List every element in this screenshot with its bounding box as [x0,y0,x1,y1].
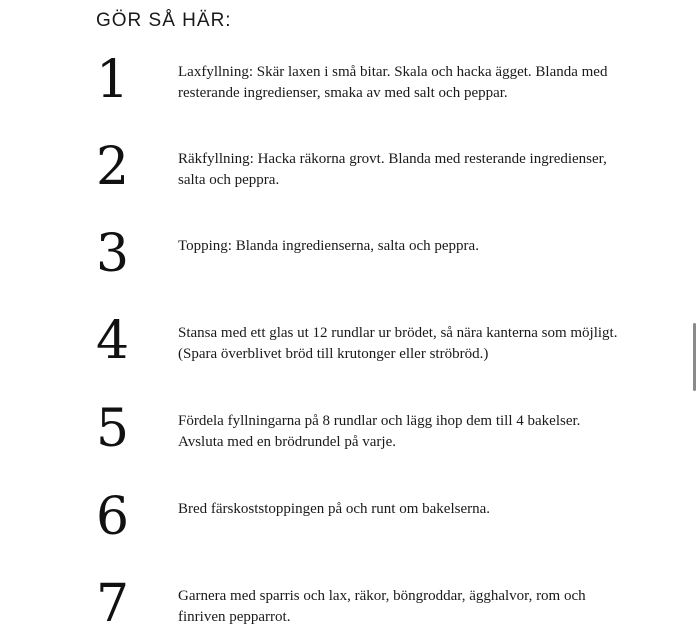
step-number: 4 [96,311,130,371]
step-number: 2 [96,137,130,197]
step-number: 3 [96,224,130,284]
step-text: Laxfyllning: Skär laxen i små bitar. Skala och hacka ägget. Blanda med resterande ingredienser, smaka av med salt och peppar. [178,64,608,101]
step-number: 5 [96,399,130,459]
step-text: Stansa med ett glas ut 12 rundlar ur brödet, så nära kanterna som möjligt. (Spara överblivet bröd till krutonger eller ströbröd.) [178,325,618,362]
step-number: 6 [96,487,130,547]
step-text: Räkfyllning: Hacka räkorna grovt. Blanda med resterande ingredienser, salta och peppra. [178,151,607,188]
step-text: Topping: Blanda ingredienserna, salta och peppra. [178,238,479,254]
step-text: Garnera med sparris och lax, räkor, böngroddar, ägghalvor, rom och finriven pepparrot. [178,588,586,625]
step-text: Fördela fyllningarna på 8 rundlar och lägg ihop dem till 4 bakelser. Avsluta med en brödrundel på varje. [178,413,581,450]
step-text: Bred färskoststoppingen på och runt om bakelserna. [178,501,491,517]
step-number: 7 [96,574,130,634]
scrollbar-thumb[interactable] [693,323,696,391]
instructions-heading: GÖR SÅ HÄR: [96,10,232,31]
step-number: 1 [96,50,130,110]
